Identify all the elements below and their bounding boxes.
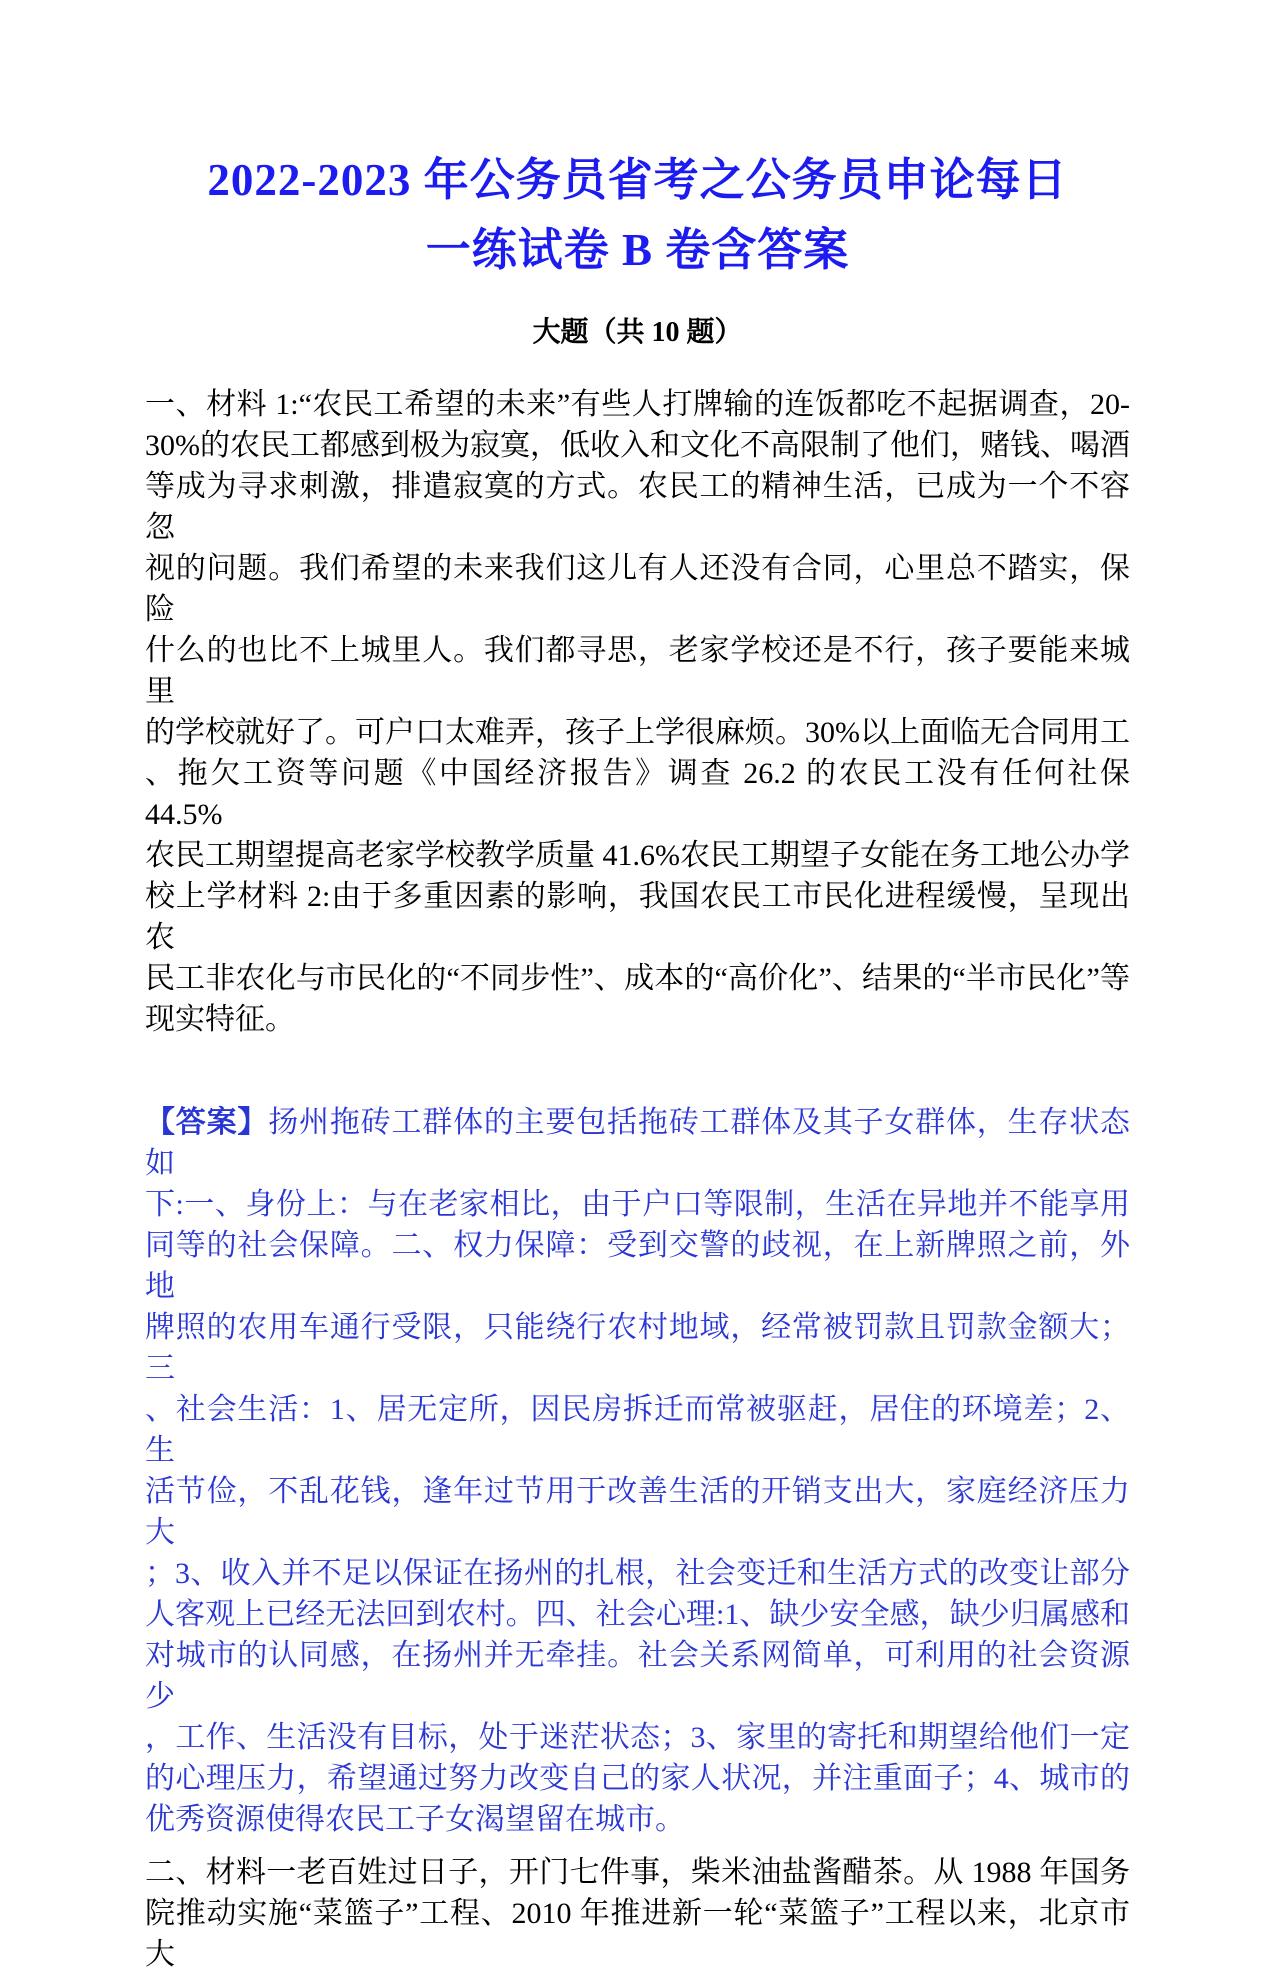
text-line: 下:一、身份上：与在老家相比，由于户口等限制，生活在异地并不能享用 (145, 1188, 1130, 1221)
text-line: 30%的农民工都感到极为寂寞，低收入和文化不高限制了他们，赌钱、喝酒 (145, 429, 1130, 462)
text-line: 牌照的农用车通行受限，只能绕行农村地域，经常被罚款且罚款金额大；三 (145, 1311, 1130, 1385)
paragraph-material-1 (145, 384, 1130, 1040)
text-line: 二、材料一老百姓过日子，开门七件事，柴米油盐酱醋茶。从 1988 年国务 (145, 1856, 1130, 1889)
text-line: 、社会生活：1、居无定所，因民房拆迁而常被驱赶，居住的环境差；2、生 (145, 1393, 1130, 1467)
page-title-line-1: 2022-2023 年公务员省考之公务员申论每日 (207, 155, 1068, 205)
document-body (145, 384, 1130, 1975)
text-line: 等成为寻求刺激，排遣寂寞的方式。农民工的精神生活，已成为一个不容忽 (145, 470, 1130, 544)
text-line: 优秀资源使得农民工子女渴望留在城市。 (145, 1803, 685, 1836)
text-line: 一、材料 1:“农民工希望的未来”有些人打牌输的连饭都吃不起据调查，20- (145, 388, 1130, 421)
text-line: ；3、收入并不足以保证在扬州的扎根，社会变迁和生活方式的改变让部分 (145, 1557, 1130, 1590)
page-title (145, 145, 1130, 285)
text-line: 农民工期望提高老家学校教学质量 41.6%农民工期望子女能在务工地公办学 (145, 839, 1130, 872)
text-line: 对城市的认同感，在扬州并无牵挂。社会关系网简单，可利用的社会资源少 (145, 1639, 1130, 1713)
text-line: 【答案】扬州拖砖工群体的主要包括拖砖工群体及其子女群体，生存状态如 (145, 1106, 1131, 1180)
text-line: 视的问题。我们希望的未来我们这儿有人还没有合同，心里总不踏实，保险 (145, 552, 1130, 626)
text-line: 什么的也比不上城里人。我们都寻思，老家学校还是不行，孩子要能来城里 (145, 634, 1130, 708)
paragraph-answer-1 (145, 1102, 1130, 1840)
text-line: 人客观上已经无法回到农村。四、社会心理:1、缺少安全感，缺少归属感和 (145, 1598, 1130, 1631)
text-line: 的心理压力，希望通过努力改变自己的家人状况，并注重面子；4、城市的 (145, 1762, 1130, 1795)
text-line: 校上学材料 2:由于多重因素的影响，我国农民工市民化进程缓慢，呈现出农 (145, 880, 1130, 954)
text-line: 、拖欠工资等问题《中国经济报告》调查 26.2 的农民工没有任何社保 44.5% (145, 757, 1130, 831)
text-line: 院推动实施“菜篮子”工程、2010 年推进新一轮“菜篮子”工程以来，北京市大 (145, 1897, 1130, 1971)
page-title-line-2: 一练试卷 B 卷含答案 (425, 225, 850, 275)
text-line: 活节俭，不乱花钱，逢年过节用于改善生活的开销支出大，家庭经济压力大 (145, 1475, 1130, 1549)
answer-label: 【答案】 (145, 1106, 269, 1139)
paragraph-material-2 (145, 1852, 1130, 1975)
text-line: 同等的社会保障。二、权力保障：受到交警的歧视，在上新牌照之前，外地 (145, 1229, 1130, 1303)
text-line: 现实特征。 (145, 1003, 295, 1036)
section-heading: 大题（共 10 题） (532, 317, 743, 348)
text-line: 的学校就好了。可户口太难弄，孩子上学很麻烦。30%以上面临无合同用工 (145, 716, 1130, 749)
text-line: ，工作、生活没有目标，处于迷茫状态；3、家里的寄托和期望给他们一定 (145, 1721, 1130, 1754)
text-line: 民工非农化与市民化的“不同步性”、成本的“高价化”、结果的“半市民化”等 (145, 962, 1130, 995)
